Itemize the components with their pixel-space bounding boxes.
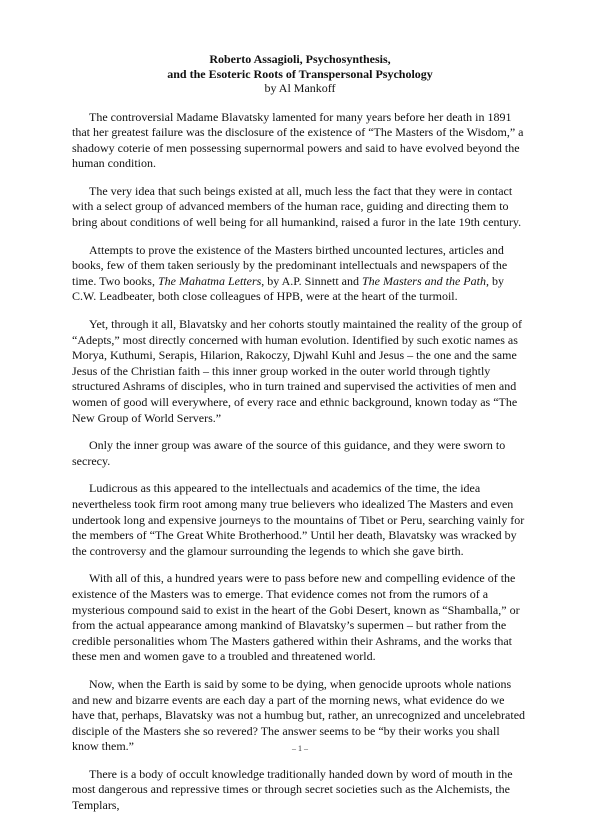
paragraph-6: Ludicrous as this appeared to the intellectuals and academics of the time, the idea nevertheless took firm root among many true believers who idealized The Masters and even undertook long and expensive journeys to the mountains of Tibet or Peru, searching vainly for the members of “The Great White Brotherhood.” Until her death, Blavatsky was wracked by the controversy and the glamour surrounding the legends to which she gave birth. — [72, 481, 525, 558]
paragraph-3-text-c: , by A.P. Sinnett and — [261, 273, 362, 288]
title-block — [72, 52, 528, 96]
paragraph-4: Yet, through it all, Blavatsky and her cohorts stoutly maintained the reality of the group of “Adepts,” most directly concerned with human evolution. Identified by such exotic names as Morya, Kuthumi, Serapis, Hilarion, Rakoczy, Djwahl Kuhl and Jesus – the one and the same Jesus of the Christian faith – this inner group worked in the outer world through tightly structured Ashrams of disciples, who in turn trained and supervised the activities of men and women of good will everywhere, of every race and ethnic background, known today as “The New Group of World Servers.” — [72, 317, 523, 425]
book-title-masters-and-path: The Masters and the Path — [361, 273, 486, 288]
title-line-2: and the Esoteric Roots of Transpersonal Psychology — [167, 66, 433, 81]
paragraph-3-text-e: , by C.W. Leadbeater, both close colleagues of HPB, were at the heart of the turmoil. — [72, 273, 504, 304]
title-line-1: Roberto Assagioli, Psychosynthesis, — [209, 52, 391, 66]
paragraph-7: With all of this, a hundred years were to pass before new and compelling evidence of the existence of the Masters was to emerge. That evidence comes not from the rumors of a mysterious compound said to exist in the heart of the Gobi Desert, known as “Shamballa,” or from the actual appearance among mankind of Blavatsky’s supermen – but rather from the credible personalities whom The Masters gathered within their Ashrams, and the works that these men and women gave to a troubled and threatened world. — [72, 571, 520, 664]
paragraph-1: The controversial Madame Blavatsky lamented for many years before her death in 1891 that her greatest failure was the disclosure of the existence of “The Masters of the Wisdom,” a shadowy coterie of men possessing supernormal powers and said to have evolved beyond the human condition. — [72, 109, 524, 171]
paragraph-5: Only the inner group was aware of the source of this guidance, and they were sworn to secrecy. — [72, 438, 506, 468]
paragraph-9: There is a body of occult knowledge traditionally handed down by word of mouth in the most dangerous and repressive times or through secret societies such as the Alchemists, the Templars, — [72, 766, 513, 813]
page-number: – 1 – — [292, 744, 308, 753]
paragraph-8: Now, when the Earth is said by some to be dying, when genocide uproots whole nations and new and bizarre events are each day a part of the morning news, what evidence do we have that, perhaps, Blavatsky was not a humbug but, rather, an unrecognized and uncelebrated disciple of the Masters she so revered? The answer seems to be “by their works you shall know them.” — [72, 676, 526, 754]
paragraph-3 — [72, 243, 528, 305]
paragraph-3-text-a: Attempts to prove the existence of the Masters birthed uncounted lectures, articles and books, few of them taken seriously by the predominant intellectuals and newspapers of the time. Two books, — [72, 242, 508, 288]
byline: by Al Mankoff — [264, 81, 336, 95]
book-title-mahatma-letters: The Mahatma Letters — [157, 273, 262, 288]
paragraph-2: The very idea that such beings existed at all, much less the fact that they were in contact with a select group of advanced members of the human race, guiding and directing them to bring about conditions of well being for all humankind, raised a furor in the late 19th century. — [72, 183, 522, 230]
document-page — [72, 52, 528, 826]
